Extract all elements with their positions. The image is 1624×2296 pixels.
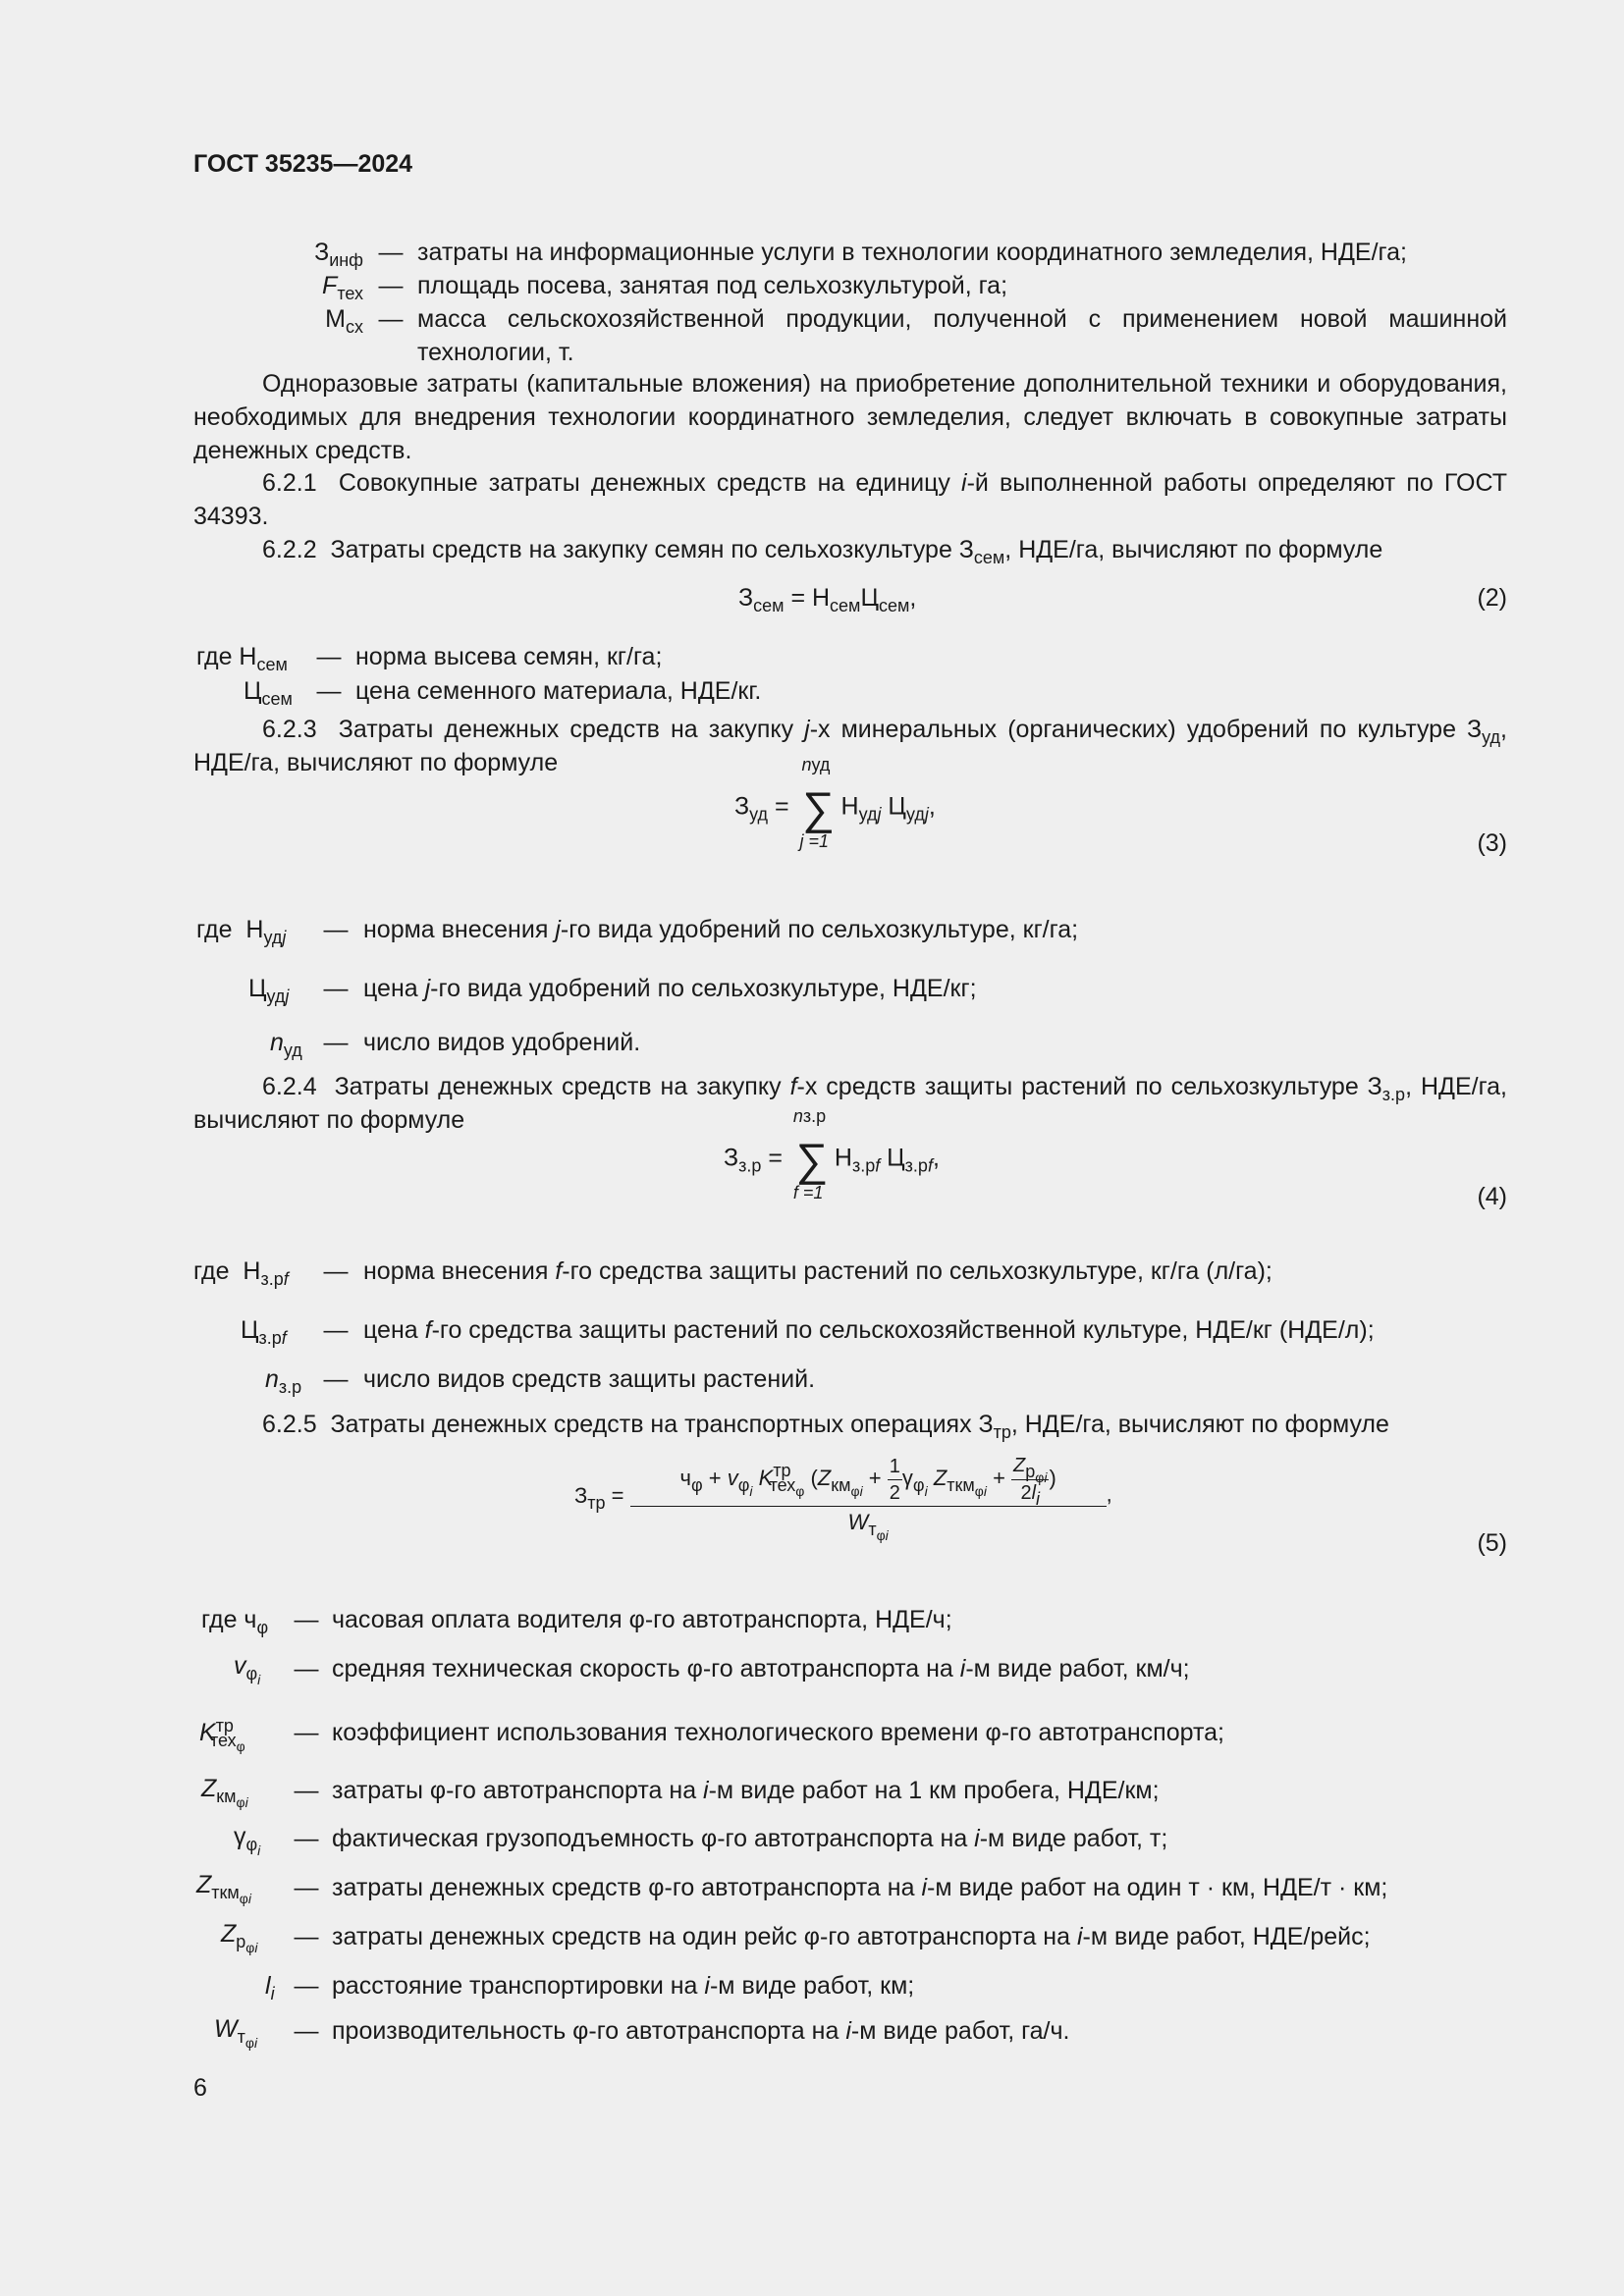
dash: — — [294, 2017, 319, 2045]
symbol-c-zr: $Ц_{з.рf}$ — [241, 1316, 287, 1348]
definition-text: масса сельскохозяйственной продукции, полученной с применением новой машинной технологии, т. — [417, 305, 1507, 366]
definition-text: число видов средств защиты растений. — [363, 1365, 816, 1393]
symbol-z-inf: $З_{инф}$ — [314, 239, 363, 270]
definition-text: площадь посева, занятая под сельхозкультурой, га; — [417, 272, 1008, 299]
symbol-n-ud: $n_{уд}$ — [270, 1029, 302, 1060]
symbol-k-tex: $K^{тр}_{тех_\varphi}$ — [199, 1716, 245, 1754]
symbol-gamma: $\gamma_{\varphi_i}$ — [234, 1823, 261, 1858]
definition-text: коэффициент использования технологического времени φ-го автотранспорта; — [332, 1719, 1224, 1746]
dash: — — [378, 239, 404, 266]
dash: — — [378, 305, 404, 333]
symbol-l: $l_i$ — [265, 1972, 275, 2003]
page-number: 6 — [193, 2074, 207, 2102]
formula-2: $З_{сем} = Н_{сем}Ц_{сем}$, — [738, 584, 917, 615]
dash: — — [294, 1606, 319, 1633]
symbol-n-zr: $n_{з.р}$ — [265, 1365, 302, 1397]
dash: — — [294, 1874, 319, 1901]
definition-text: затраты денежных средств φ-го автотранспорта на i-м виде работ на один т · км, НДЕ/т · км; — [332, 1874, 1388, 1901]
dash: — — [294, 1923, 319, 1950]
symbol-m-cx: $М_{сх}$ — [325, 305, 363, 337]
formula-4: $З_{з.р}$ = nз.р ∑ f =1 $Н_{з.рf}$ $Ц_{з.рf}$, — [724, 1106, 940, 1202]
dash: — — [323, 975, 349, 1002]
definition-text: число видов удобрений. — [363, 1029, 641, 1056]
section-6-2-4: 6.2.4 Затраты денежных средств на закупку f-х средств защиты растений по сельхозкультуре $З_{з.р}$, НДЕ/га, вычисляют по формуле — [193, 1073, 1508, 1134]
definition-text: затраты φ-го автотранспорта на i-м виде работ на 1 км пробега, НДЕ/км; — [332, 1777, 1160, 1804]
section-6-2-2: 6.2.2 Затраты средств на закупку семян по сельхозкультуре $З_{сем}$, НДЕ/га, вычисляют по формуле — [262, 536, 1383, 567]
dash: — — [316, 643, 342, 670]
definition-text: затраты денежных средств на один рейс φ-го автотранспорта на i-м виде работ, НДЕ/рейс; — [332, 1923, 1371, 1950]
dash: — — [323, 1316, 349, 1344]
where-label: где $Н_{удj}$ — [196, 916, 287, 947]
dash: — — [294, 1719, 319, 1746]
formula-number: (5) — [1477, 1529, 1507, 1557]
definition-text: средняя техническая скорость φ-го автотранспорта на i-м виде работ, км/ч; — [332, 1655, 1190, 1682]
section-6-2-5: 6.2.5 Затраты денежных средств на транспортных операциях $З_{тр}$, НДЕ/га, вычисляют по формуле — [262, 1411, 1389, 1442]
symbol-f-tex: $F_{тех}$ — [322, 272, 363, 303]
symbol-z-tkm: $Z_{ткм_{\varphi i}}$ — [196, 1871, 251, 1906]
dash: — — [323, 1365, 349, 1393]
section-6-2-1: 6.2.1 Совокупные затраты денежных средств на единицу i-й выполненной работы определяют по ГОСТ 34393. — [193, 469, 1507, 530]
symbol-w: $W_{т_{\varphi i}}$ — [214, 2015, 258, 2051]
definition-text: расстояние транспортировки на i-м виде работ, км; — [332, 1972, 915, 2000]
formula-5: $З_{тр}$ = $ч_\varphi + v_{\varphi_i}$ $K^{тр}_{тех_\varphi}$ ($Z_{км_{\varphi i}}$ + $\frac{1}{2}$ $\gamma_{\varphi_i}$ $Z_{ткм_{\varphi i}}$ + $\frac{Z_{р_{\varphi i}}}{2l_i}$ ) $W_{т_{\varphi i}}$ , — [574, 1455, 1112, 1543]
dash: — — [294, 1825, 319, 1852]
symbol-c-ud: $Ц_{удj}$ — [248, 975, 290, 1006]
formula-number: (3) — [1477, 829, 1507, 857]
document-header: ГОСТ 35235—2024 — [193, 150, 413, 178]
symbol-z-r: $Z_{р_{\varphi i}}$ — [221, 1920, 258, 1955]
where-label: где $Н_{сем}$ — [196, 643, 288, 674]
dash: — — [294, 1655, 319, 1682]
dash: — — [316, 677, 342, 705]
definition-text: норма высева семян, кг/га; — [355, 643, 663, 670]
definition-text: цена j-го вида удобрений по сельхозкультуре, НДЕ/кг; — [363, 975, 977, 1002]
definition-text: часовая оплата водителя φ-го автотранспорта, НДЕ/ч; — [332, 1606, 952, 1633]
symbol-c-sem: $Ц_{сем}$ — [244, 677, 293, 709]
dash: — — [323, 1029, 349, 1056]
definition-text: цена f-го средства защиты растений по сельскохозяйственной культуре, НДЕ/кг (НДЕ/л); — [363, 1316, 1375, 1344]
where-label: где $Н_{з.рf}$ — [193, 1257, 289, 1289]
dash: — — [294, 1777, 319, 1804]
dash: — — [323, 916, 349, 943]
definition-text: цена семенного материала, НДЕ/кг. — [355, 677, 762, 705]
formula-number: (4) — [1477, 1183, 1507, 1210]
symbol-v: $v_{\varphi_i}$ — [234, 1652, 261, 1687]
paragraph-capital-costs: Одноразовые затраты (капитальные вложения) на приобретение дополнительной техники и оборудования, необходимых для внедрения технологии координатного земледелия, следует включать в совокупные затраты денежных средств. — [193, 370, 1507, 464]
formula-number: (2) — [1477, 584, 1507, 612]
formula-3: $З_{уд}$ = nуд ∑ j =1 $Н_{удj}$ $Ц_{удj}$, — [734, 755, 936, 851]
symbol-z-km: $Z_{км_{\varphi i}}$ — [201, 1775, 248, 1810]
definition-text: норма внесения f-го средства защиты растений по сельхозкультуре, кг/га (л/га); — [363, 1257, 1272, 1285]
where-label: где $ч_\varphi$ — [201, 1606, 269, 1637]
section-6-2-3: 6.2.3 Затраты денежных средств на закупку j-х минеральных (органических) удобрений по культуре $З_{уд}$, НДЕ/га, вычисляют по формуле — [193, 716, 1507, 776]
dash: — — [294, 1972, 319, 2000]
definition-text: норма внесения j-го вида удобрений по сельхозкультуре, кг/га; — [363, 916, 1079, 943]
dash: — — [378, 272, 404, 299]
definition-text: фактическая грузоподъемность φ-го автотранспорта на i-м виде работ, т; — [332, 1825, 1168, 1852]
definition-text: затраты на информационные услуги в технологии координатного земледелия, НДЕ/га; — [417, 239, 1407, 266]
definition-text: производительность φ-го автотранспорта на i-м виде работ, га/ч. — [332, 2017, 1070, 2045]
dash: — — [323, 1257, 349, 1285]
